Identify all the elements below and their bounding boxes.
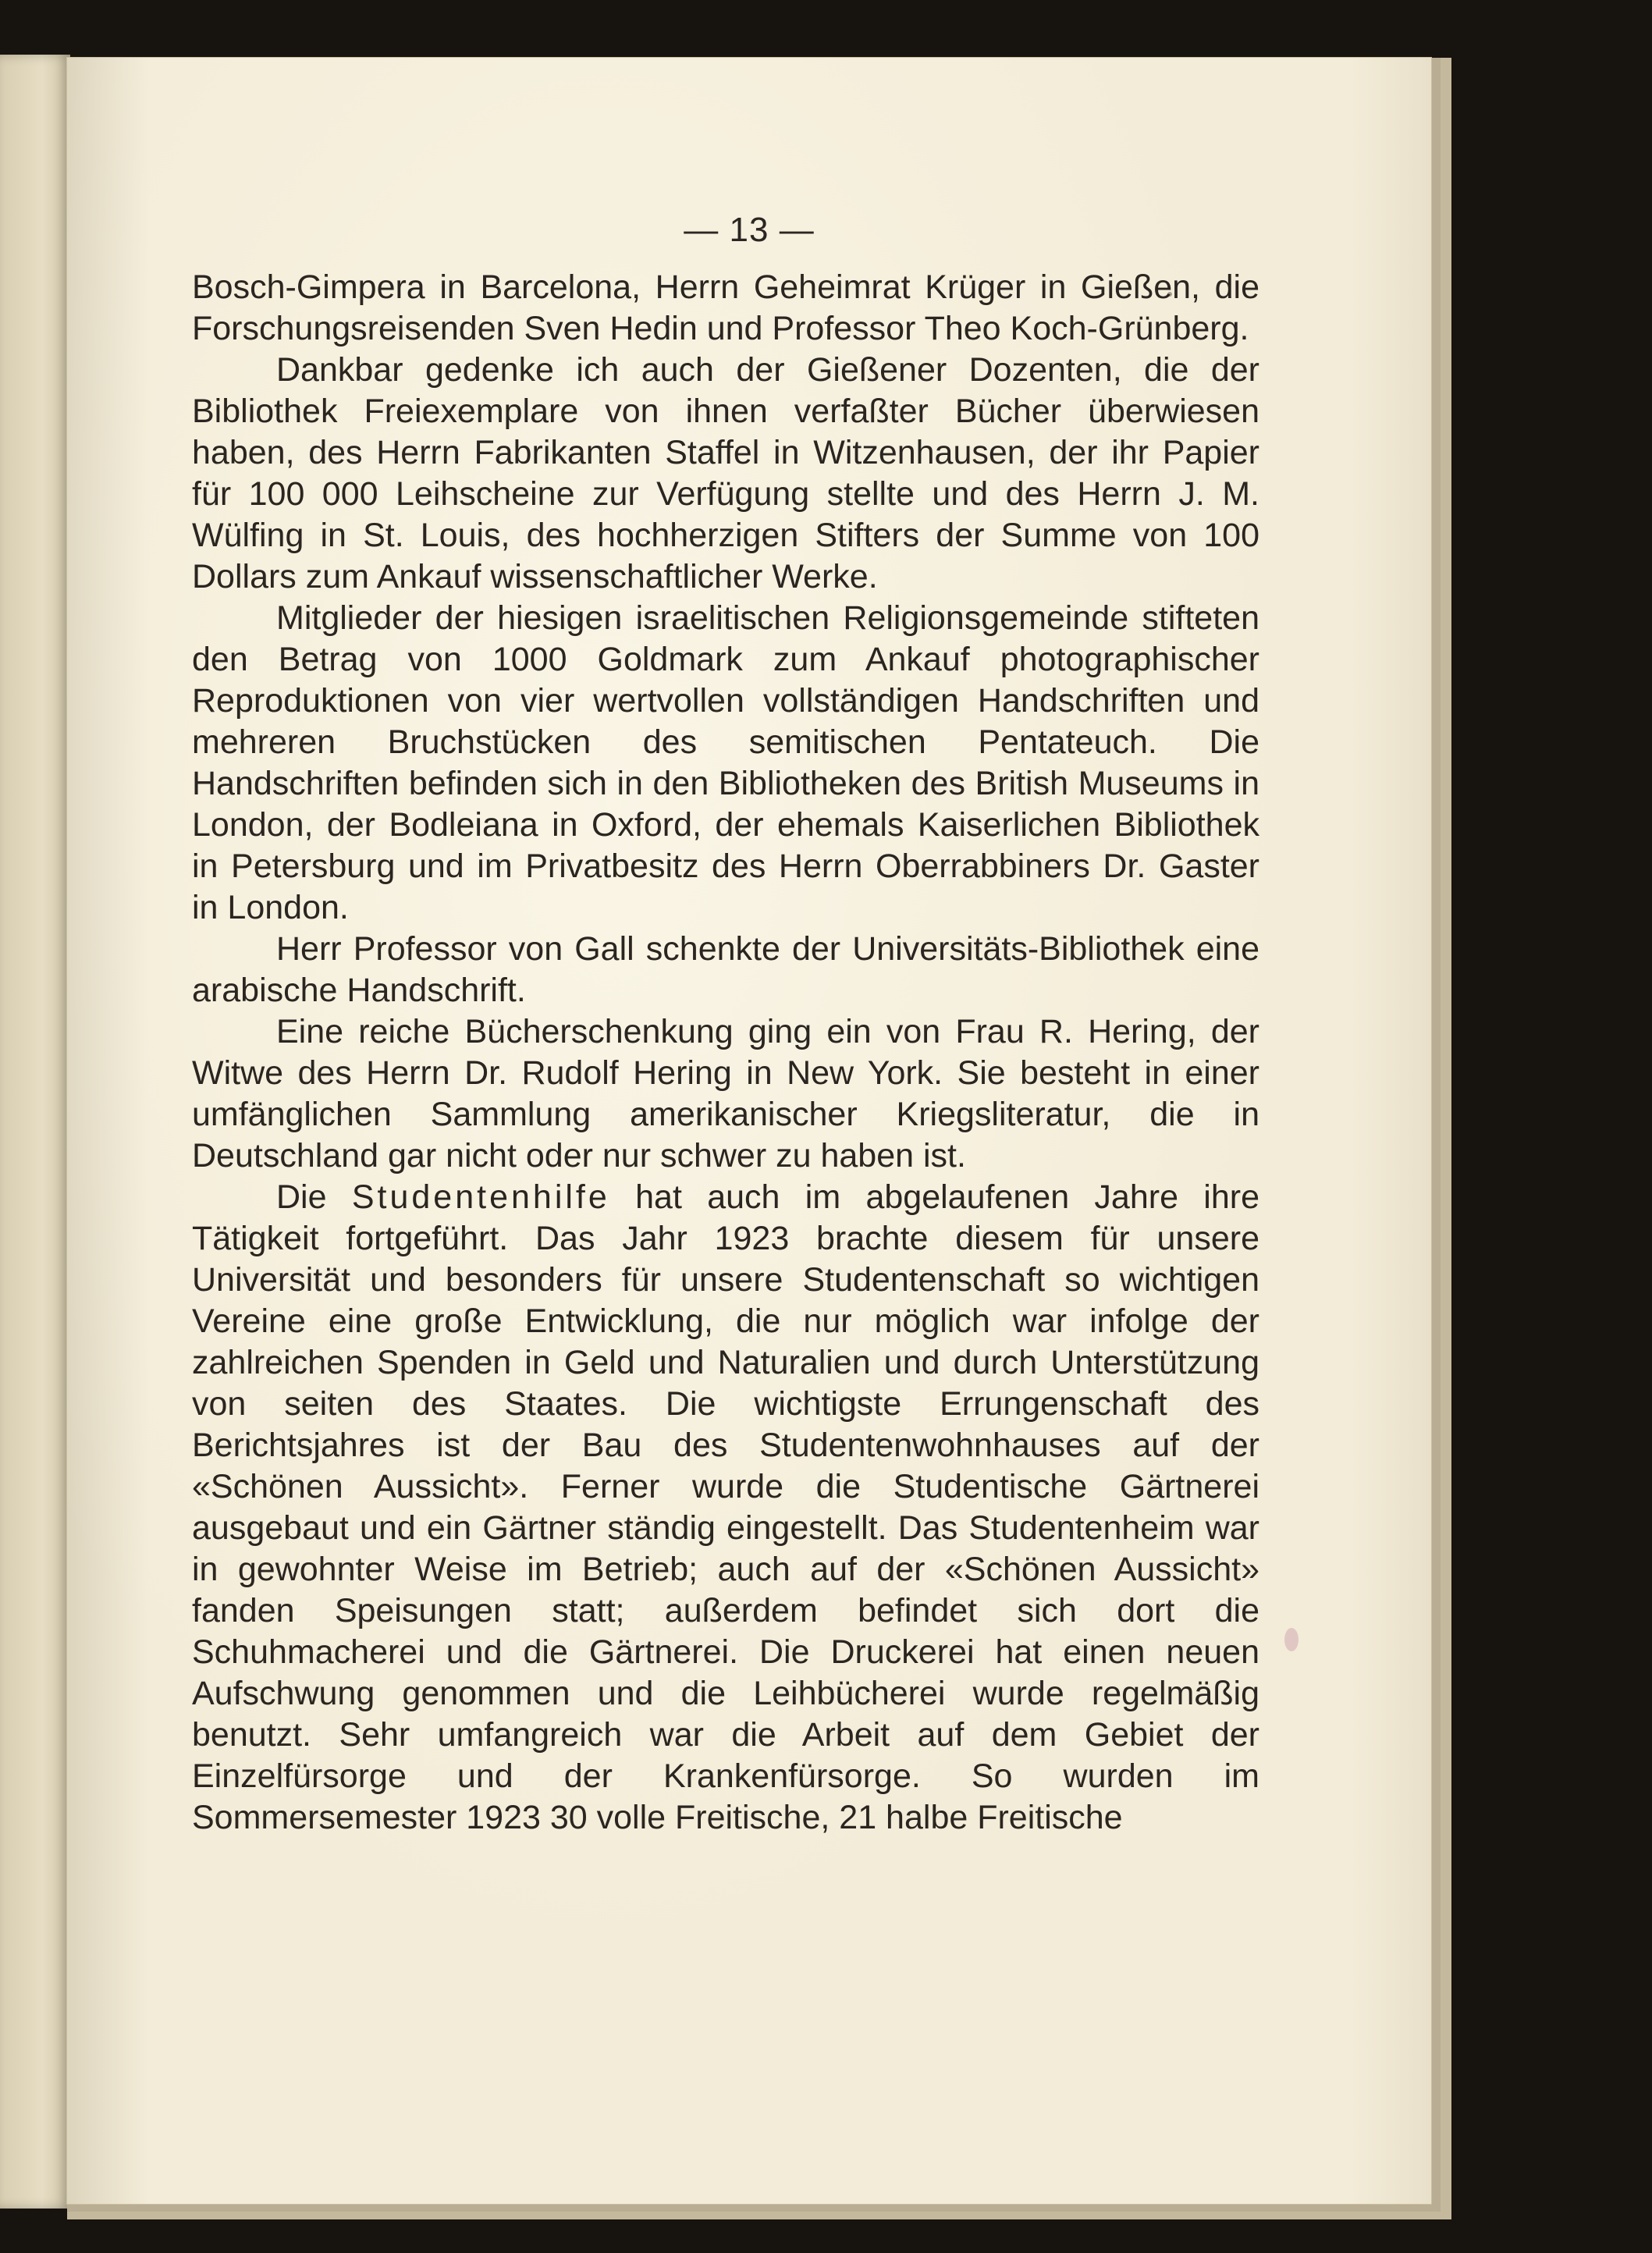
paragraph-rest: hat auch im abgelaufenen Jahre ihre Tätigkeit fortgeführt. Das Jahr 1923 brachte diesem für unsere Universität und besonders für unsere Studentenschaft so wichtigen Vereine eine große Entwicklung, die nur möglich war infolge der zahlreichen Spenden in Geld und Naturalien und durch Unterstützung von seiten des Staates. Die wichtigste Errungenschaft des Berichtsjahres ist der Bau des Studentenwohnhauses auf der «Schönen Aussicht». Ferner wurde die Studentische Gärtnerei ausgebaut und ein Gärtner ständig eingestellt. Das Studentenheim war in gewohnter Weise im Betrieb; auch auf der «Schönen Aussicht» fanden Speisungen statt; außerdem befindet sich dort die Schuhmacherei und die Gärtnerei. Die Druckerei hat einen neuen Aufschwung genommen und die Leihbücherei wurde regelmäßig benutzt. Sehr umfangreich war die Arbeit auf dem Gebiet der Einzelfürsorge und der Krankenfürsorge. So wurden im Sommersemester 1923 30 volle Freitische, 21 halbe Freitische: [192, 1178, 1260, 1836]
paragraph-studentenhilfe: [192, 1177, 1259, 1839]
paragraph: Mitglieder der hiesigen israelitischen Religionsgemeinde stifteten den Betrag von 1000 Goldmark zum Ankauf photographischer Reproduktionen von vier wertvollen vollständigen Handschriften und mehreren Bruchstücken des semitischen Pentateuch. Die Handschriften befinden sich in den Bibliotheken des British Museums in London, der Bodleiana in Oxford, der ehemals Kaiserlichen Bibliothek in Petersburg und im Privatbesitz des Herrn Oberrabbiners Dr. Gaster in London.: [192, 599, 1259, 926]
page-number: — 13 —: [684, 211, 815, 249]
spaced-emphasis-word: Studentenhilfe: [351, 1178, 610, 1216]
paragraph: Dankbar gedenke ich auch der Gießener Dozenten, die der Bibliothek Freiexemplare von ihnen verfaßter Bücher überwiesen haben, des Herrn Fabrikanten Staffel in Witzenhausen, der ihr Papier für 100 000 Leihscheine zur Verfügung stellte und des Herrn J. M. Wülfing in St. Louis, des hochherzigen Stifters der Summe von 100 Dollars zum Ankauf wissenschaftlicher Werke.: [192, 351, 1259, 595]
paragraph: Bosch-Gimpera in Barcelona, Herrn Geheimrat Krüger in Gießen, die Forschungsreisenden Sven Hedin und Professor Theo Koch-Grünberg.: [192, 268, 1259, 347]
paper-stain: [1284, 1628, 1299, 1651]
paragraph: Eine reiche Bücherschenkung ging ein von Frau R. Hering, der Witwe des Herrn Dr. Rudolf Hering in New York. Sie besteht in einer umfänglichen Sammlung amerikanischer Kriegsliteratur, die in Deutschland gar nicht oder nur schwer zu haben ist.: [192, 1013, 1259, 1174]
body-text: [192, 267, 1259, 1839]
book-page: [67, 58, 1431, 2204]
previous-page-edge: [0, 55, 70, 2209]
paragraph-lead: Die: [276, 1178, 352, 1216]
paragraph: Herr Professor von Gall schenkte der Universitäts-Bibliothek eine arabische Handschrift.: [192, 930, 1259, 1009]
